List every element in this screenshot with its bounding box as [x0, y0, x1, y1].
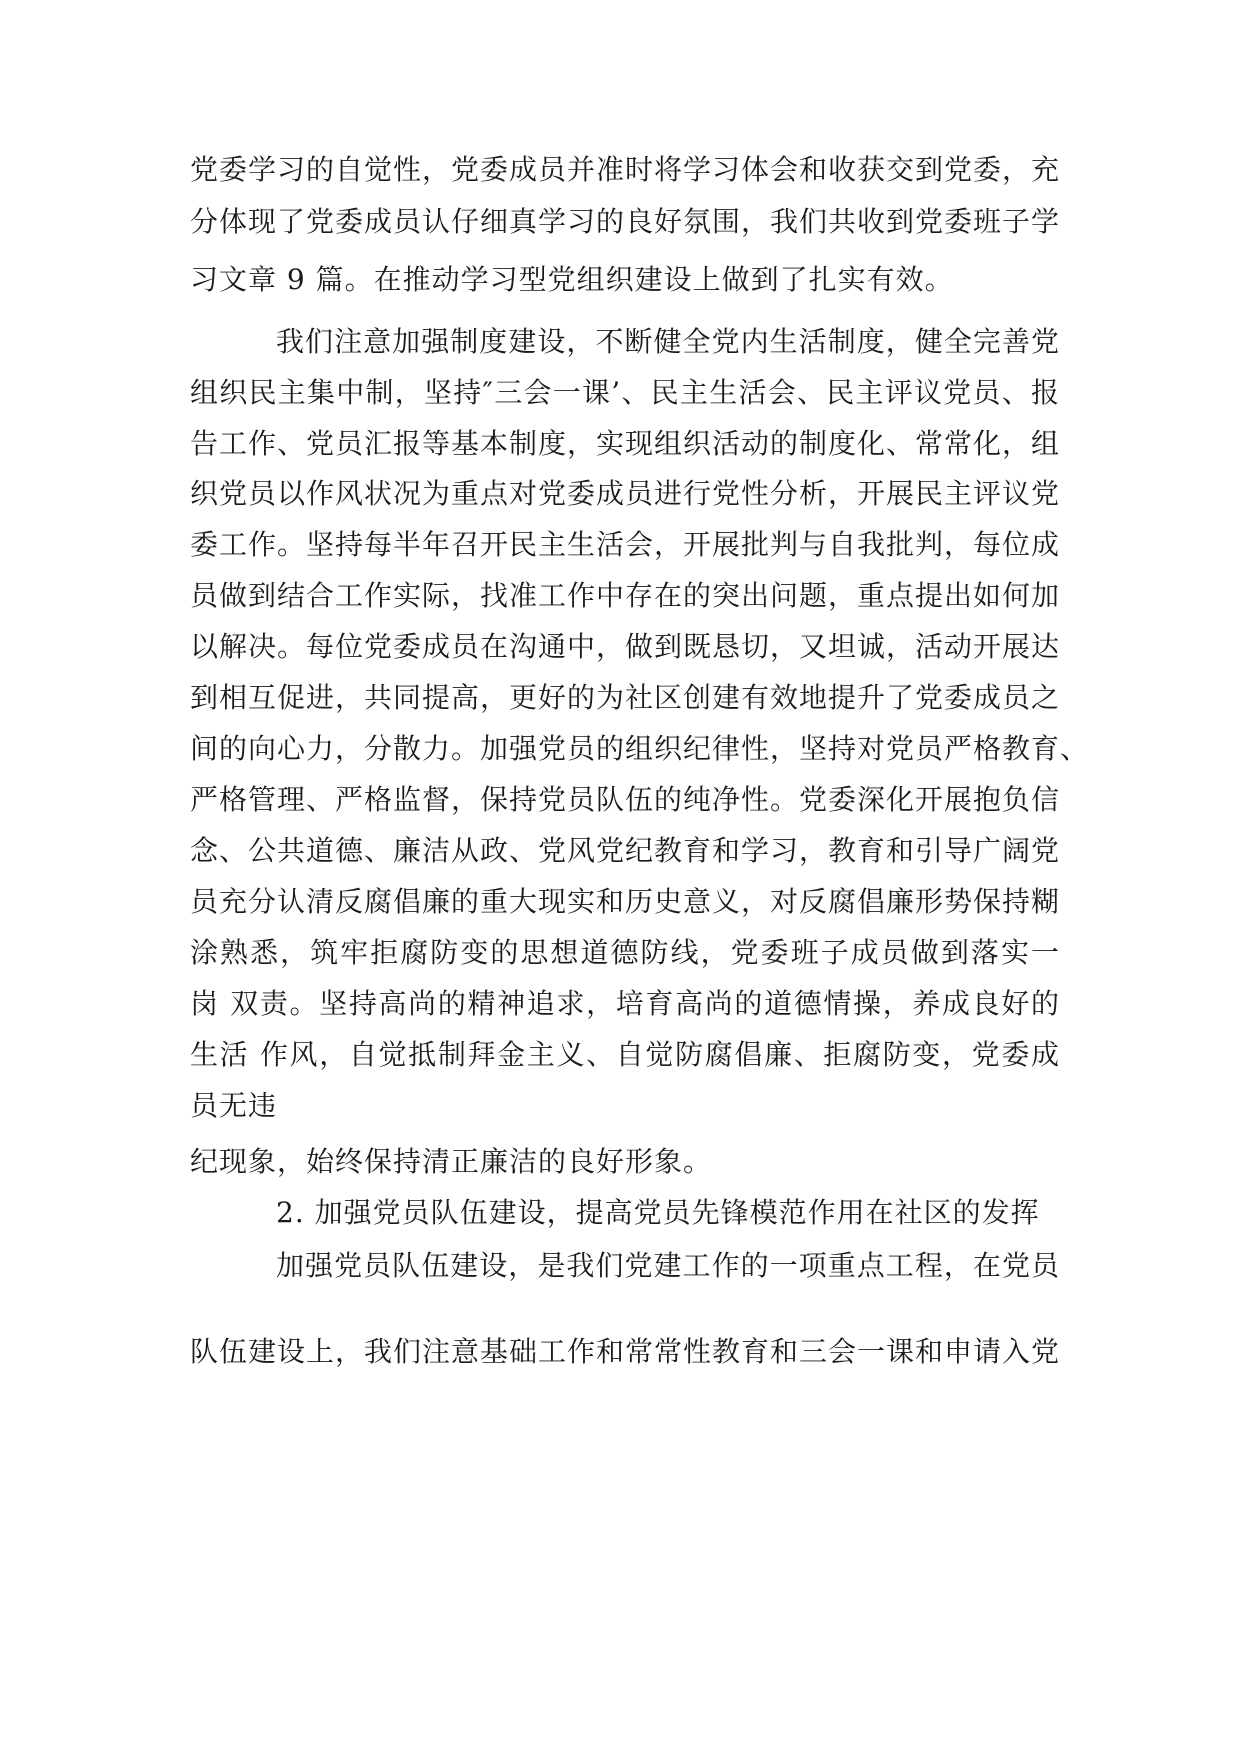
paragraph-first-line: 我们注意加强制度建设，不断健全党内生活制度，健全完善党: [276, 325, 1060, 358]
text-line: 纪现象，始终保持清正廉洁的良好形象。: [190, 1145, 713, 1178]
text-line: 生活 作风，自觉抵制拜金主义、自觉防腐倡廉、拒腐防变，党委成: [190, 1038, 1060, 1071]
text-line: 党委学习的自觉性，党委成员并准时将学习体会和收获交到党委，充: [190, 153, 1061, 186]
text-line: 告工作、党员汇报等基本制度，实现组织活动的制度化、常常化，组: [190, 427, 1061, 460]
text-line: 组织民主集中制，坚持″三会一课’、民主生活会、民主评议党员、报: [190, 376, 1060, 409]
text-line: 委工作。坚持每半年召开民主生活会，开展批判与自我批判，每位成: [190, 528, 1061, 561]
text-line: 习文章 9 篇。在推动学习型党组织建设上做到了扎实有效。: [190, 263, 954, 296]
text-line: 涂熟悉，筑牢拒腐防变的思想道德防线，党委班子成员做到落实一: [190, 936, 1060, 969]
section-heading: 2. 加强党员队伍建设，提高党员先锋模范作用在社区的发挥: [276, 1196, 1040, 1229]
text-line: 严格管理、严格监督，保持党员队伍的纯净性。党委深化开展抱负信: [190, 783, 1061, 816]
text-line: 到相互促进，共同提高，更好的为社区创建有效地提升了党委成员之: [190, 681, 1061, 714]
text-line: 念、公共道德、廉洁从政、党风党纪教育和学习，教育和引导广阔党: [190, 834, 1061, 867]
text-line: 织党员以作风状况为重点对党委成员进行党性分析，开展民主评议党: [190, 477, 1061, 510]
text-line: 队伍建设上，我们注意基础工作和常常性教育和三会一课和申请入党: [190, 1335, 1061, 1368]
text-line: 员做到结合工作实际，找准工作中存在的突出问题，重点提出如何加: [190, 579, 1061, 612]
paragraph-first-line: 加强党员队伍建设，是我们党建工作的一项重点工程，在党员: [276, 1249, 1060, 1282]
text-line: 员充分认清反腐倡廉的重大现实和历史意义，对反腐倡廉形势保持糊: [190, 885, 1061, 918]
text-line: 员无违: [190, 1089, 278, 1122]
text-line: 分体现了党委成员认仔细真学习的良好氛围，我们共收到党委班子学: [190, 205, 1061, 238]
text-line: 以解决。每位党委成员在沟通中，做到既恳切，又坦诚，活动开展达: [190, 630, 1061, 663]
text-line: 岗 双责。坚持高尚的精神追求，培育高尚的道德情操，养成良好的: [190, 987, 1060, 1020]
text-line: 间的向心力，分散力。加强党员的组织纪律性，坚持对党员严格教育、: [190, 732, 1090, 765]
